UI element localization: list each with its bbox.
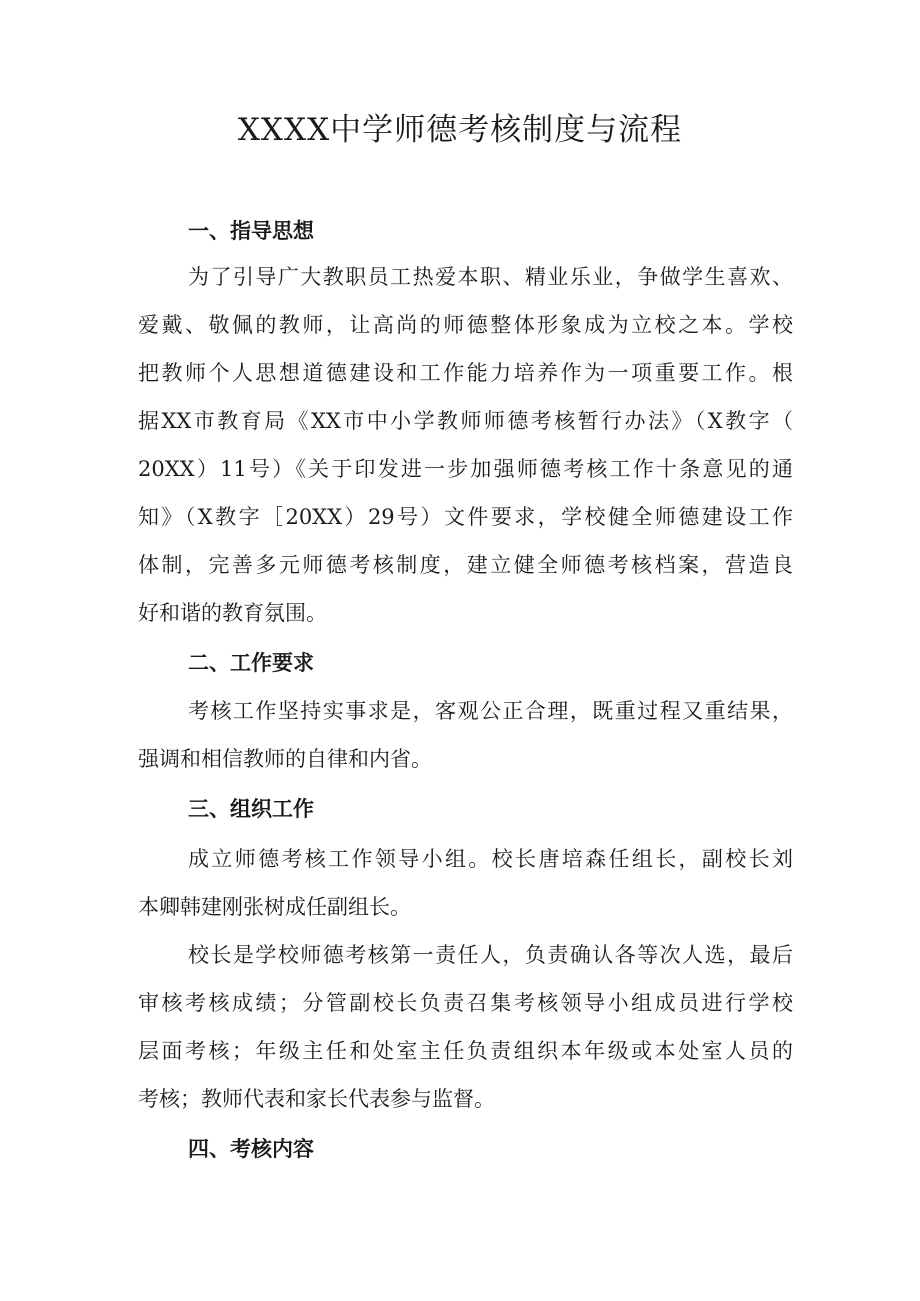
paragraph-line: 把教师个人思想道德建设和工作能力培养作为一项重要工作。根	[138, 361, 793, 385]
section-heading-work-requirements: 二、工作要求	[188, 651, 314, 675]
paragraph-line: 体制，完善多元师德考核制度，建立健全师德考核档案，营造良	[138, 553, 793, 577]
paragraph-line: 考核工作坚持实事求是，客观公正合理，既重过程又重结果，	[188, 699, 793, 723]
paragraph-line: 为了引导广大教职员工热爱本职、精业乐业，争做学生喜欢、	[188, 265, 793, 289]
paragraph-line: 知》（X教字［20XX）29号）文件要求，学校健全师德建设工作	[138, 505, 793, 529]
paragraph-line: 成立师德考核工作领导小组。校长唐培森任组长，副校长刘	[188, 847, 793, 871]
paragraph-line: 20XX）11号）《关于印发进一步加强师德考核工作十条意见的通	[138, 457, 793, 481]
paragraph-line: 好和谐的教育氛围。	[138, 601, 327, 625]
paragraph-line: 爱戴、敬佩的教师，让高尚的师德整体形象成为立校之本。学校	[138, 313, 793, 337]
paragraph-line: 据XX市教育局《XX市中小学教师师德考核暂行办法》（X教字（	[138, 409, 793, 433]
paragraph-line: 本卿韩建刚张树成任副组长。	[138, 895, 411, 919]
paragraph-line: 层面考核；年级主任和处室主任负责组织本年级或本处室人员的	[138, 1039, 793, 1063]
section-heading-organization: 三、组织工作	[188, 797, 314, 821]
paragraph-line: 考核；教师代表和家长代表参与监督。	[138, 1087, 495, 1111]
section-heading-guiding-ideology: 一、指导思想	[188, 219, 314, 243]
paragraph-line: 审核考核成绩；分管副校长负责召集考核领导小组成员进行学校	[138, 991, 793, 1015]
document-title: XXXX中学师德考核制度与流程	[237, 112, 683, 148]
section-heading-assessment-content: 四、考核内容	[188, 1137, 314, 1161]
paragraph-line: 强调和相信教师的自律和内省。	[138, 747, 432, 771]
paragraph-line: 校长是学校师德考核第一责任人，负责确认各等次人选，最后	[188, 943, 793, 967]
